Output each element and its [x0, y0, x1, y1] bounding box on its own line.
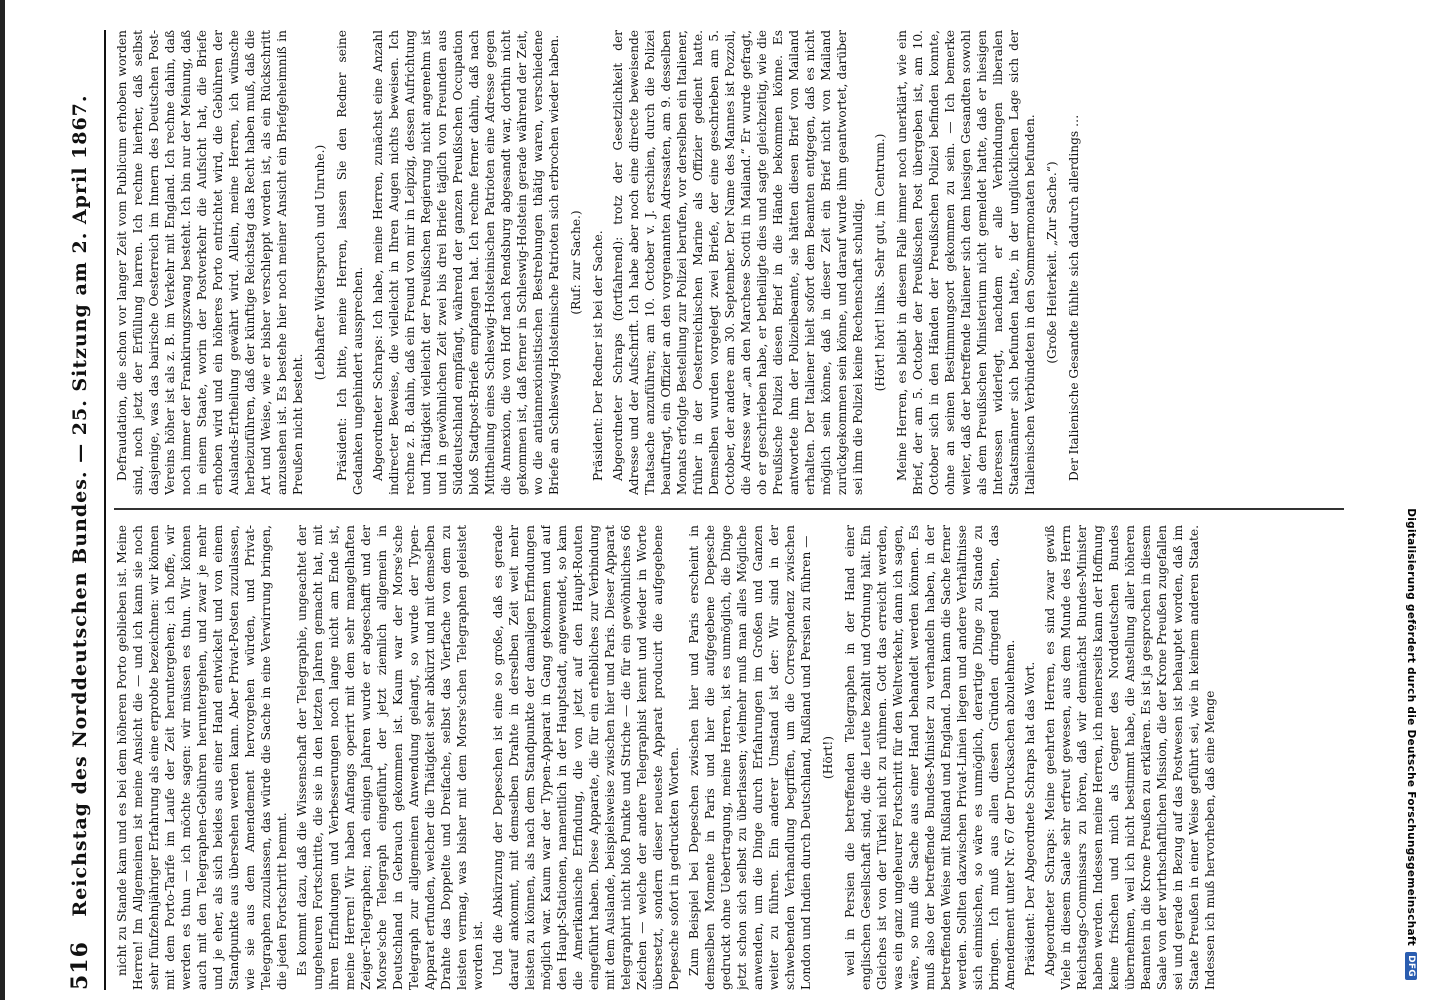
paragraph: Es kommt dazu, daß die Wissenschaft der Telegraphie, ungeachtet der ungeheuren Fortschritte, die sie in den letzten Jahren gemacht hat, mit ihren Erfindungen und Verbesserungen noch lange nicht am Ende ist, meine Herren! Wir haben Anfangs operirt mit dem sehr mangelhaften Zeiger-Telegraphen; nach einigen Jahren wurde er abgeschafft und der Morse'sche Telegraph eingeführt, der jetzt ziemlich allgemein in Deutschland in Gebrauch gekommen ist. Kaum war der Morse'sche Telegraph zur allgemeinen Anwendung gelangt, so wurde der Typen-Apparat erfunden, welcher die Thätigkeit sehr abkürzt und mit demselben Drahte das Doppelte und Dreifache, selbst das Vierfache von dem zu leisten vermag, was bisher mit dem Morse'schen Telegraphen geleistet worden ist. — [295, 525, 485, 990]
dfg-credit-strip — [1396, 20, 1426, 980]
digitization-credit: Digitalisierung gefördert durch die Deutsche Forschungsgemeinschaft — [1405, 508, 1417, 947]
page-number: 516 — [67, 941, 93, 990]
paragraph: Zum Beispiel bei Depeschen zwischen hier und Paris erscheint in demselben Momente in Paris und hier die aufgegebene Depesche gedruckt ohne Uebertragung, meine Herren, ist es unmöglich, die Dinge jetzt schon sich selbst zu überlassen; vielmehr muß man alles Mögliche anwenden, um die Dinge durch Erfahrungen im Großen und Ganzen weiter zu führen. Ein anderer Umstand ist der: Wir sind in der schwebenden Verhandlung begriffen, um die Correspondenz zwischen London und Indien durch Deutschland, Rußland und Persien zu führen — — [687, 525, 813, 990]
left-text-column — [114, 525, 1344, 990]
paragraph: weil in Persien die betreffenden Telegraphen in der Hand einer englischen Gesellschaft sind, die die Leute bezahlt und Ordnung hält. Ein Gleiches ist von der Türkei nicht zu rühmen. Gott das erreicht werden, was ein ganz ungeheurer Fortschritt für den Weltverkehr, dann ich sagen, wäre, so muß die Sache aus einer Hand behandelt werden können. Es muß also der betreffende Bundes-Minister zu verhandeln haben, in der betreffenden Weise mit Rußland und England. Dann kann die Sache ferner werden. Sollten dazwischen Privat-Linien liegen und andere Verhältnisse sich einmischen, so wäre es unmöglich, derartige Dinge zu Stande zu bringen. Ich muß aus allen diesen Gründen dringend bitten, das Amendement unter Nr. 67 der Drucksachen abzulehnen. — [843, 525, 1017, 990]
paragraph: Der Italienische Gesandte fühlte sich dadurch allerdings … — [1067, 114, 1081, 481]
page-header — [60, 30, 100, 990]
paragraph: Meine Herren, es bleibt in diesem Falle immer noch unerklärt, wie ein Brief, der am 5. October der Preußischen Post übergeben ist, am 10. October sich in den Händen der Preußischen Polizei befinden konnte, ohne an seinen Bestimmungsort gekommen zu sein. — Ich bemerke weiter, daß der betreffende Italiener sich dem hiesigen Gesandten sowohl als dem Preußischen Ministerium nicht gemeldet hatte, daß er hiesigen Interessen widerlegt, nachdem er alle Verbindungen liberalen Staatsmänner sich befunden hatte, in der unglücklichen Lage sich der Italienischen Verbündeten in den Sommermonaten befunden. — [895, 30, 1037, 495]
interjection: (Große Heiterkeit. „Zur Sache.“) — [1045, 161, 1059, 364]
interjection: (Hört! hört! links. Sehr gut, im Centrum.) — [873, 133, 887, 392]
right-text-column — [114, 30, 1344, 495]
column-divider — [114, 509, 1344, 511]
running-title: Reichstag des Norddeutschen Bundes. — 25. Sitzung am 2. April 1867. — [69, 94, 91, 917]
interjection: (Ruf: zur Sache.) — [569, 210, 583, 315]
paragraph: Defraudation, die schon vor langer Zeit vom Publicum erhoben worden sind, noch jetzt der Erfüllung harren. Ich rechne hierher, daß selbst dasjenige, was das bairische Oesterreich im Innern des Deutschen Post-Vereins höher ist als z. B. im Verkehr mit England. Ich rechne dahin, daß noch immer der Frankirungszwang besteht. Ich bin nur der Meinung, daß in einem Staate, worin der Postverkehr die Aufsicht hat, die Briefe erhoben wird und ein höheres Porto entrichtet wird, die Gebühren der Auslands-Ertheilung gewährt wird. Allein, meine Herren, ich wünsche herbeizuführen, daß der künftige Reichstag das Recht haben muß, daß die Art und Weise, wie er bisher verschleppt worden ist, als ein Rückschritt anzusehen ist. Es bestehe hier noch meiner Ansicht ein Briefgeheimniß in Preußen nicht besteht. — [115, 30, 305, 495]
paragraph: Abgeordneter Schraps (fortfahrend): trotz der Gesetzlichkeit der Adresse und der Aufschrift. Ich habe aber noch eine directe beweisende Thatsache anzuführen; am 10. October v. J. erschien, durch die Polizei beauftragt, ein Offizier an den vorgenannten Adressaten, am 9. desselben Monats erfolgte Bestellung zur Polizei berufen, vor derselben ein Italiener, früher in der Oesterreichischen Marine als Offizier gedient hatte. Demselben wurden vorgelegt zwei Briefe, der eine geschrieben am 5. October, der andere am 30. September. Der Name des Mannes ist Pozzoli, die Adresse war „an den Marchese Scotti in Mailand.“ Er wurde gefragt, ob er geschrieben habe, er betheiligte dies und sagte gleichzeitig, wie die Preußische Polizei diesen Brief in die Hände bekommen könne. Es antwortete ihm der Polizeibeamte, sie hätten diesen Brief von Mailand erhalten. Der Italiener hielt sofort dem Beamten entgegen, daß es nicht möglich sein könne, daß in dieser Zeit ein Brief nicht von Mailand zurückgekommen sein könne, und darauf wurde ihm geantwortet, darüber sei ihm die Polizei keine Rechenschaft schuldig. — [611, 30, 865, 495]
paragraph: nicht zu Stande kam und es bei dem höheren Porto geblieben ist. Meine Herren! Im Allgemeinen ist meine Ansicht die — und ich kann sie noch sehr fünfzehnjähriger Erfahrung als eine erprobte bezeichnen: wir können mit dem Porto-Tarife im Laufe der Zeit heruntergehen; ich hoffe, wir werden es thun — ich möchte sagen: wir müssen es thun. Wir können auch mit den Telegraphen-Gebühren heruntergehen, und zwar je mehr und je eher, als sich beides aus einer Hand entwickelt und von einem Standpunkte aus übersehen werden kann. Aber Privat-Posten zuzulassen, wie sie aus dem Amendement hervorgehen würden, und Privat-Telegraphen zuzulassen, das würde die Sache in eine Verwirrung bringen, die jeden Fortschritt hemmt. — [115, 525, 289, 990]
interjection: (Hört!) — [821, 735, 835, 780]
scan-edge — [0, 0, 5, 1000]
paragraph: Präsident: Ich bitte, meine Herren, lassen Sie den Redner seine Gedanken ungehindert aussprechen. — [335, 30, 365, 495]
header-rule — [104, 30, 106, 990]
paragraph: Abgeordneter Schraps: Meine geehrten Herren, es sind zwar gewiß Viele in diesem Saale sehr erfreut gewesen, aus dem Munde des Herrn Reichstags-Commissars zu hören, daß wir demnächst Bundes-Minister haben werden. Indessen meine Herren, ich meinerseits kann der Hoffnung keine frischen und mich als Gegner des Norddeutschen Bundes übernehmen, weil ich nicht bestimmt habe, die Anstellung aller höheren Beamten in die Krone Preußen zu erklären. Es ist ja gesprochen in diesem Saale von der wirthschaftlichen Mission, die der Krone Preußen zugefallen sei und gerade in Bezug auf das Postwesen ist behauptet worden, daß im Staate Preußen in einer Weise geführt sei, wie in keinem anderen Staate. Indessen ich muß hervorheben, daß eine Menge — [1043, 525, 1217, 990]
paragraph: Präsident: Der Abgeordnete Schraps hat das Wort. — [1023, 661, 1037, 976]
rotated-page-content — [60, 30, 1350, 990]
paragraph: Präsident: Der Redner ist bei der Sache. — [591, 230, 605, 481]
dfg-logo: DFG — [1405, 952, 1417, 980]
paragraph: Abgeordneter Schraps: Ich habe, meine Herren, zunächst eine Anzahl indirecter Beweise, die vielleicht in Ihren Augen nichts beweisen. Ich rechne z. B. dahin, daß ein Freund von mir in Leipzig, dessen Aufrichtung und Thätigkeit vielleicht der Preußischen Regierung nicht angenehm ist und in gewöhnlichen Zeit zwei bis drei Briefe täglich von Freunden aus Süddeutschland empfängt, während der ganzen Preußischen Occupation bloß Stadtpost-Briefe empfangen hat. Ich rechne ferner dahin, daß nach Mittheilung eines Schleswig-Holsteinischen Patrioten eine Adresse gegen die Annexion, die von Hoff nach Rendsburg abgesandt war, dorthin nicht gekommen ist, daß ferner in Schleswig-Holstein gerade während der Zeit, wo die antiannexionistischen Bestrebungen thätig waren, verschiedene Briefe an Schleswig-Holsteinische Patrioten sich erbrochen wieder haben. — [371, 30, 561, 495]
paragraph: Und die Abkürzung der Depeschen ist eine so große, daß es gerade darauf ankommt, mit demselben Drahte in derselben Zeit weit mehr leisten zu können, als nach dem Standpunkte der damaligen Erfindungen möglich war. Kaum war der Typen-Apparat in Gang gekommen und auf den Haupt-Stationen, namentlich in der Hauptstadt, angewendet, so kam die Amerikanische Erfindung, die von jetzt auf den Haupt-Routen eingeführt haben. Diese Apparate, die für ein erhebliches zur Verbindung mit dem Auslande, beispielsweise zwischen hier und Paris. Dieser Apparat telegraphirt nicht bloß Punkte und Striche — die für ein gewöhnliches 66 Zeichen — welche der andere Telegraphist kennt und wieder in Worte übersetzt, sondern dieser neueste Apparat producirt die aufgegebene Depesche sofort in gedruckten Worten. — [491, 525, 681, 990]
interjection: (Lebhafter Widerspruch und Unruhe.) — [313, 144, 327, 381]
